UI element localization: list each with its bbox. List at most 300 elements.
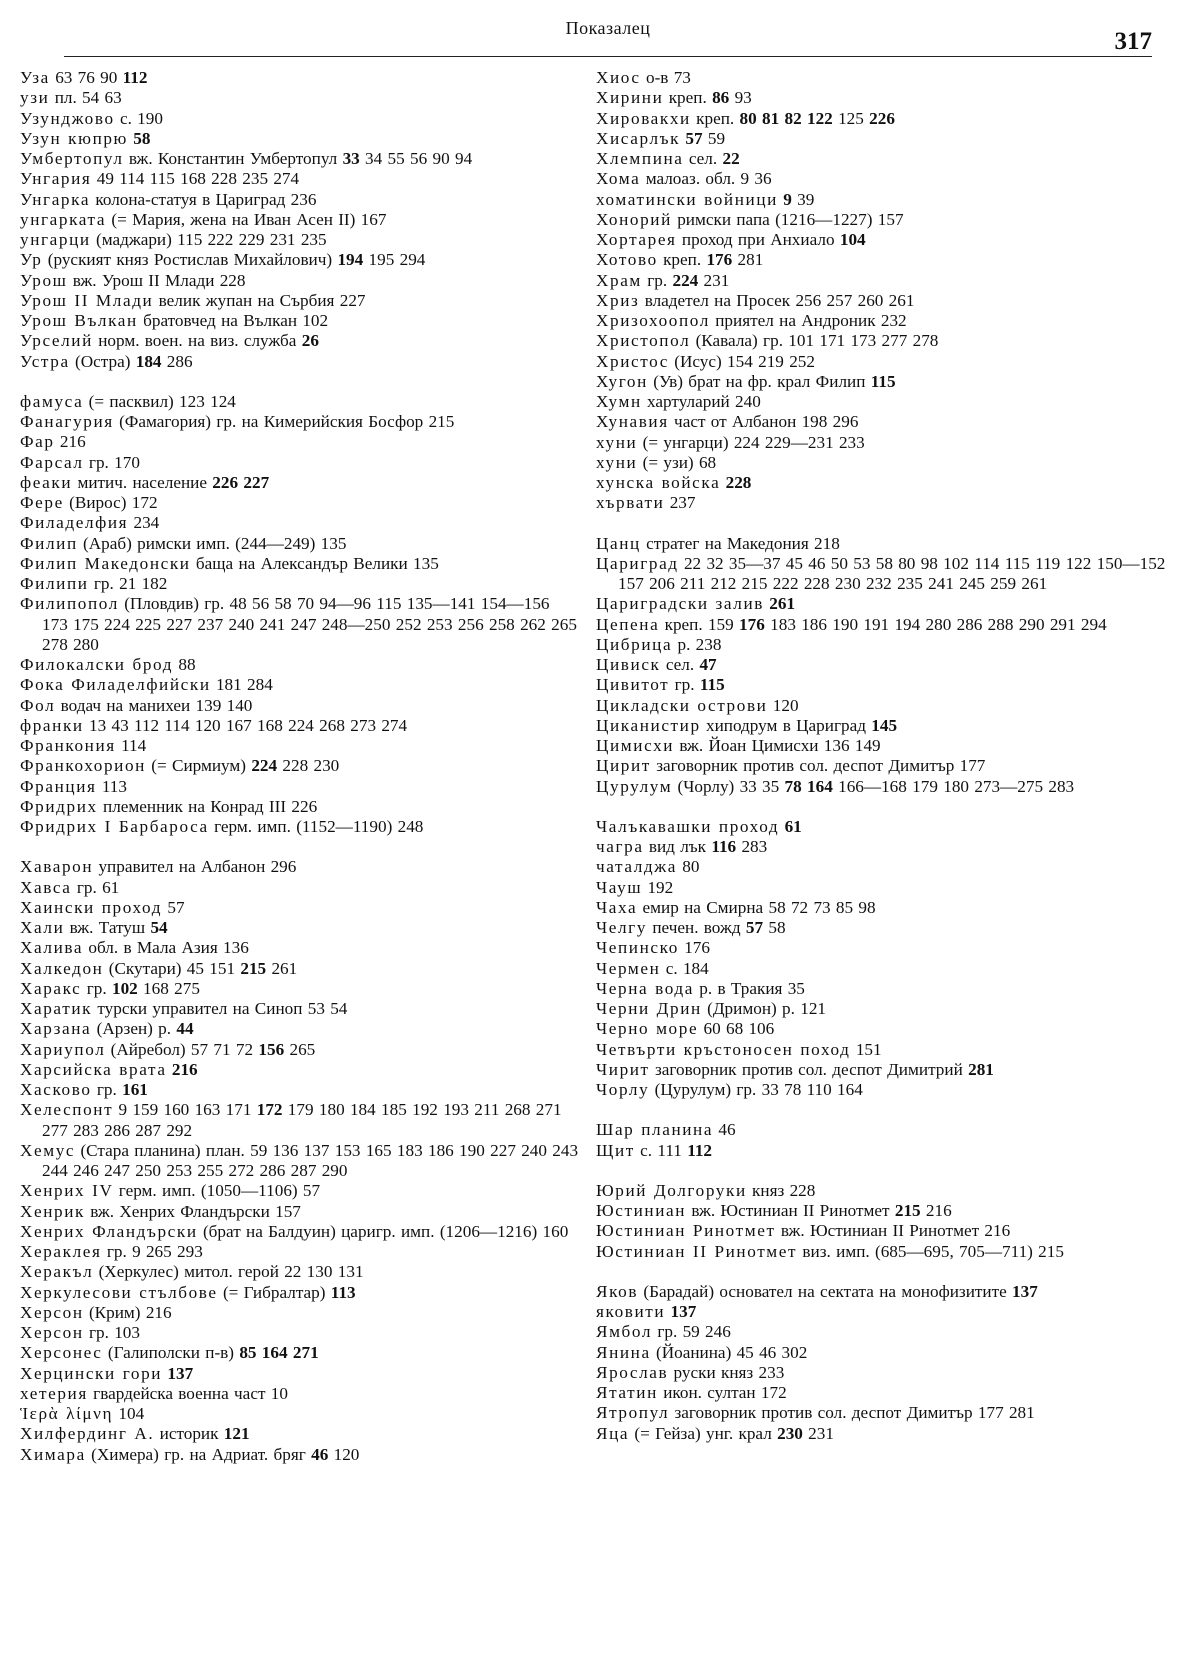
running-head: [64, 14, 1152, 60]
index-entry: [20, 513, 580, 533]
entry-text: (Чорлу) 33 35: [672, 776, 785, 796]
entry-text: (Крим) 216: [83, 1302, 172, 1322]
index-entry: [20, 1222, 580, 1242]
entry-text: печен. вожд: [647, 918, 746, 937]
entry-headword: Ятропул: [596, 1403, 670, 1423]
entry-text: (Херкулес) митол. герой 22 130 131: [93, 1262, 364, 1282]
entry-headword: Цариград: [596, 553, 679, 573]
index-entry: [596, 493, 1176, 513]
entry-headword: Яца: [596, 1423, 630, 1443]
entry-bold-pages: 61: [784, 816, 802, 836]
index-entry: [20, 352, 580, 372]
entry-bold-pages: 46: [311, 1444, 329, 1464]
entry-headword: Хаински проход: [20, 897, 163, 917]
entry-headword: Хиос: [596, 68, 641, 87]
index-entry: [20, 979, 580, 999]
entry-headword: Цивитот: [596, 675, 670, 695]
index-entry: [20, 959, 580, 979]
entry-headword: Храм: [596, 270, 642, 290]
entry-headword: Халкедон: [20, 958, 104, 978]
entry-headword: Устра: [20, 351, 70, 371]
entry-headword: Христос: [596, 351, 669, 371]
entry-bold-pages: 115: [699, 675, 725, 695]
page-title: Показалец: [565, 18, 651, 38]
entry-bold-pages: 104: [839, 230, 866, 249]
entry-headword: Хома: [596, 169, 641, 189]
entry-bold-pages: 116: [711, 837, 737, 856]
entry-text: 46: [713, 1120, 736, 1140]
index-entry: [20, 68, 580, 88]
page-number: 317: [1114, 28, 1152, 55]
entry-headword: Харакс: [20, 978, 82, 998]
index-entry: [20, 1141, 580, 1182]
index-entry: [596, 857, 1176, 877]
entry-text: 88: [173, 655, 196, 674]
entry-headword: Чорлу: [596, 1080, 650, 1099]
entry-text: 283: [736, 837, 768, 856]
index-entry: [20, 311, 580, 331]
index-entry: [20, 412, 580, 432]
entry-text: малоаз. обл. 9 36: [640, 169, 772, 189]
entry-headword: Филип: [20, 533, 78, 553]
entry-text: (Остра): [69, 351, 136, 371]
entry-headword: Цепена: [596, 614, 660, 634]
entry-text: (Исус) 154 219 252: [668, 351, 815, 371]
entry-headword: Шар планина: [596, 1120, 714, 1140]
section-gap: [596, 1262, 1176, 1282]
entry-text: (= Мария, жена на Иван Асен II) 167: [106, 209, 387, 229]
entry-headword: Франция: [20, 776, 97, 796]
entry-text: креп.: [657, 250, 707, 270]
entry-headword: Фар: [20, 432, 55, 452]
entry-headword: хетерия: [20, 1383, 88, 1403]
entry-text: сел.: [660, 655, 700, 674]
entry-text: (= узи) 68: [637, 452, 717, 472]
entry-headword: Юстиниан II Ринотмет: [596, 1241, 798, 1261]
entry-bold-pages: 145: [871, 715, 898, 735]
entry-text: 228 230: [277, 756, 340, 776]
entry-headword: Ярослав: [596, 1362, 669, 1382]
entry-text: (брат на Балдуин) царигр. имп. (1206—1216) 160: [197, 1221, 569, 1241]
index-entry: [20, 1323, 580, 1343]
entry-bold-pages: 47: [699, 655, 717, 674]
index-entry: [596, 1403, 1176, 1423]
entry-text: (Ув) брат на фр. крал Филип: [647, 371, 871, 391]
index-entry: [20, 473, 580, 493]
entry-text: 104: [113, 1404, 145, 1423]
entry-bold-pages: 281: [968, 1059, 994, 1079]
index-entry: [596, 1060, 1176, 1080]
entry-headword: хървати: [596, 493, 665, 513]
entry-text: част от Албанон 198 296: [668, 412, 859, 432]
entry-text: 113: [96, 776, 127, 796]
index-entry: [20, 898, 580, 918]
entry-text: (Стара планина) план. 59 136 137 153 165 183 186 190 227 240 243 244 246 247 250 253 255 272 286 287 290: [42, 1140, 579, 1180]
index-entry: [596, 615, 1176, 635]
entry-text: (Цурулум) гр. 33 78 110 164: [649, 1080, 863, 1099]
index-entry: [20, 1080, 580, 1100]
index-entry: [20, 777, 580, 797]
entry-bold-pages: 58: [133, 128, 151, 148]
index-entry: [596, 129, 1176, 149]
entry-text: 34 55 56 90 94: [359, 149, 473, 168]
entry-text: гр.: [81, 978, 112, 998]
index-entry: [596, 837, 1176, 857]
entry-bold-pages: 102: [111, 978, 138, 998]
index-entry: [596, 918, 1176, 938]
entry-bold-pages: 156: [258, 1039, 285, 1059]
index-entry: [20, 1181, 580, 1201]
entry-headword: Херсонес: [20, 1343, 103, 1363]
index-entry: [596, 898, 1176, 918]
entry-headword: унгарката: [20, 209, 107, 229]
entry-text: 125: [832, 108, 870, 128]
entry-text: (= Гейза) унг. крал: [629, 1423, 778, 1443]
entry-bold-pages: 226 227: [212, 472, 270, 492]
entry-text: 176: [678, 938, 710, 958]
entry-text: (Кавала) гр. 101 171 173 277 278: [690, 331, 939, 351]
entry-text: (Химера) гр. на Адриат. бряг: [85, 1444, 312, 1464]
entry-headword: хоматински войници: [596, 189, 778, 209]
entry-text: управител на Албанон 296: [93, 857, 297, 877]
entry-headword: Черни Дрин: [596, 999, 702, 1018]
entry-bold-pages: 224: [672, 270, 699, 290]
entry-headword: Чирит: [596, 1059, 650, 1079]
entry-text: гр. 59 246: [652, 1322, 731, 1342]
index-entry: [596, 1383, 1176, 1403]
entry-text: руски княз 233: [668, 1362, 785, 1382]
index-entry: [20, 1364, 580, 1384]
entry-headword: Ур: [20, 250, 43, 270]
entry-headword: Урош Вълкан: [20, 311, 138, 330]
entry-text: икон. султан 172: [657, 1383, 787, 1402]
entry-text: (= унгарци) 224 229—231 233: [637, 432, 865, 452]
entry-headword: Хелеспонт: [20, 1100, 114, 1120]
entry-bold-pages: 176: [739, 614, 765, 634]
entry-headword: Цанц: [596, 533, 641, 553]
entry-text: обл. в Мала Азия 136: [83, 938, 249, 958]
entry-text: виз. имп. (685—695, 705—711) 215: [797, 1241, 1064, 1261]
entry-headword: фамуса: [20, 391, 84, 411]
entry-text: (маджари) 115 222 229 231 235: [90, 230, 327, 249]
index-entry: [20, 1445, 580, 1465]
index-entry: [20, 534, 580, 554]
entry-bold-pages: 137: [670, 1302, 697, 1321]
entry-text: 22 32 35—37 45 46 50 53 58 80 98 102 114 115 119 122 150—152 157 206 211 212 215 222 228 230 232 235 241 245 259 261: [618, 553, 1166, 593]
entry-text: креп. 159: [659, 614, 740, 634]
entry-headword: Чаха: [596, 897, 638, 917]
index-entry: [596, 1040, 1176, 1060]
index-entry: [20, 857, 580, 877]
index-entry: [596, 696, 1176, 716]
entry-text: (= пасквил) 123 124: [83, 391, 236, 411]
entry-bold-pages: 226: [869, 108, 895, 128]
entry-headword: хунска войска: [596, 473, 721, 492]
index-entry: [596, 271, 1176, 291]
entry-text: герм. имп. (1152—1190) 248: [208, 817, 424, 836]
entry-headword: Умбертопул: [20, 149, 124, 168]
entry-headword: Хилфердинг А.: [20, 1424, 155, 1444]
entry-bold-pages: 86: [712, 88, 730, 108]
entry-text: 13 43 112 114 120 167 168 224 268 273 274: [83, 715, 408, 735]
entry-text: емир на Смирна 58 72 73 85 98: [637, 897, 876, 917]
entry-text: 192: [642, 877, 674, 897]
index-entry: [596, 1080, 1176, 1100]
entry-headword: унгарци: [20, 230, 91, 249]
entry-headword: Херсон: [20, 1323, 84, 1342]
entry-text: вж. Юстиниан II Ринотмет 216: [775, 1221, 1011, 1241]
entry-bold-pages: 54: [150, 918, 168, 937]
entry-text: владетел на Просек 256 257 260 261: [639, 290, 915, 310]
entry-text: 181 284: [210, 675, 273, 695]
entry-headword: Хотово: [596, 250, 658, 270]
entry-headword: Хали: [20, 918, 65, 937]
entry-text: (Айребол) 57 71 72: [105, 1039, 259, 1059]
entry-text: вж. Константин Умбертопул: [123, 149, 343, 168]
entry-bold-pages: 215: [240, 958, 267, 978]
entry-headword: Хирини: [596, 88, 664, 108]
index-entry: [20, 655, 580, 675]
index-entry: [20, 392, 580, 412]
entry-headword: Франкохорион: [20, 756, 146, 776]
index-entry: [596, 959, 1176, 979]
entry-bold-pages: 261: [769, 594, 796, 614]
index-entry: [596, 453, 1176, 473]
entry-headword: Химара: [20, 1444, 86, 1464]
entry-headword: Юрий Долгоруки: [596, 1180, 747, 1200]
index-entry: [20, 271, 580, 291]
entry-bold-pages: 57: [685, 128, 703, 148]
entry-text: (Йоанина) 45 46 302: [650, 1342, 808, 1362]
index-entry: [20, 938, 580, 958]
entry-headword: Хризохоопол: [596, 311, 710, 330]
entry-bold-pages: 216: [171, 1059, 198, 1079]
index-entry: [596, 655, 1176, 675]
index-entry: [20, 675, 580, 695]
entry-text: 179 180 184 185 192 193 211 268 271 277 283 286 287 292: [42, 1100, 562, 1140]
index-entry: [20, 230, 580, 250]
index-entry: [596, 331, 1176, 351]
header-rule: [64, 56, 1152, 57]
index-entry: [596, 412, 1176, 432]
entry-headword: Филипопол: [20, 594, 119, 614]
index-entry: [20, 129, 580, 149]
entry-text: 39: [791, 189, 815, 209]
index-entry: [596, 109, 1176, 129]
index-entry: [596, 716, 1176, 736]
entry-headword: узи: [20, 88, 50, 108]
entry-headword: Хриз: [596, 290, 640, 310]
entry-headword: Христопол: [596, 331, 691, 351]
entry-headword: Хлемпина: [596, 149, 684, 168]
entry-text: 9 159 160 163 171: [113, 1100, 257, 1120]
entry-text: митич. население: [72, 472, 213, 492]
entry-text: гр. 21 182: [88, 574, 168, 593]
entry-headword: Фанагурия: [20, 412, 114, 431]
entry-headword: Ямбол: [596, 1322, 653, 1342]
entry-text: 195 294: [363, 250, 426, 270]
entry-text: 265: [284, 1039, 316, 1059]
entry-headword: Юстиниан: [596, 1201, 687, 1220]
entry-text: римски папа (1216—1227) 157: [671, 209, 904, 229]
entry-headword: Фол: [20, 695, 56, 715]
entry-text: турски управител на Синоп 53 54: [92, 999, 348, 1018]
entry-text: (Скутари) 45 151: [103, 958, 241, 978]
index-entry: [20, 1283, 580, 1303]
entry-text: креп.: [690, 108, 740, 128]
entry-text: братовчед на Вълкан 102: [137, 311, 329, 330]
entry-text: стратег на Македония 218: [640, 533, 840, 553]
index-entry: [20, 169, 580, 189]
entry-text: (Барадай) основател на сектата на монофизитите: [638, 1281, 1013, 1301]
index-entry: [20, 1100, 580, 1141]
entry-text: пл. 54 63: [49, 88, 122, 108]
index-entry: [20, 1424, 580, 1444]
entry-bold-pages: 112: [687, 1140, 713, 1160]
entry-text: норм. воен. на виз. служба: [92, 331, 302, 351]
index-entry: [596, 554, 1176, 595]
index-entry: [596, 1424, 1176, 1444]
entry-headword: Хонорий: [596, 209, 672, 229]
entry-bold-pages: 112: [122, 68, 148, 87]
index-entry: [20, 817, 580, 837]
entry-text: хиподрум в Цариград: [700, 715, 872, 735]
index-entry: [596, 149, 1176, 169]
entry-text: 93: [729, 88, 752, 108]
entry-headword: Цивиск: [596, 655, 661, 674]
entry-bold-pages: 228: [725, 473, 752, 492]
index-entry: [20, 756, 580, 776]
entry-headword: Херакъл: [20, 1262, 94, 1282]
index-entry: [20, 432, 580, 452]
entry-headword: Юстиниан Ринотмет: [596, 1221, 776, 1241]
index-entry: [20, 1404, 580, 1424]
entry-headword: Чауш: [596, 877, 643, 897]
entry-headword: Фере: [20, 493, 64, 512]
entry-text: вж. Йоан Цимисхи 136 149: [674, 736, 881, 755]
entry-text: колона-статуя в Цариград 236: [90, 189, 317, 209]
entry-text: 231: [698, 270, 730, 290]
index-entry: [596, 675, 1176, 695]
entry-text: (Галиполски п-в): [102, 1343, 240, 1363]
entry-text: гр.: [91, 1080, 123, 1099]
entry-text: креп.: [663, 88, 713, 108]
entry-text: хартуларий 240: [641, 392, 761, 411]
entry-bold-pages: 215: [894, 1201, 921, 1220]
entry-text: сел.: [683, 149, 723, 168]
entry-headword: Циканистир: [596, 715, 701, 735]
entry-headword: Харзана: [20, 1019, 92, 1039]
entry-text: вж. Хенрих Фландърски 157: [84, 1201, 301, 1221]
entry-text: (= Гибралтар): [217, 1282, 331, 1302]
index-entry: [20, 331, 580, 351]
entry-text: историк: [154, 1424, 224, 1444]
entry-headword: Хариупол: [20, 1039, 106, 1059]
entry-text: 216: [920, 1201, 952, 1220]
entry-text: 237: [664, 493, 696, 513]
entry-headword: Цибрица: [596, 634, 673, 654]
entry-headword: Унгария: [20, 169, 92, 189]
entry-text: приятел на Андроник 232: [709, 311, 907, 330]
entry-text: о-в 73: [640, 68, 691, 87]
entry-bold-pages: 172: [256, 1100, 283, 1120]
entry-headword: Ἱερὰ λίμνη: [20, 1404, 114, 1423]
entry-text: 80: [676, 857, 700, 877]
section-gap: [596, 514, 1176, 534]
index-entry: [20, 1019, 580, 1039]
entry-headword: чагра: [596, 837, 644, 856]
index-entry: [20, 1343, 580, 1363]
index-entry: [20, 1384, 580, 1404]
entry-text: 63 76 90: [49, 68, 123, 87]
entry-text: 166—168 179 180 273—275 283: [832, 776, 1075, 796]
index-entry: [20, 88, 580, 108]
index-entry: [596, 372, 1176, 392]
entry-text: гр.: [641, 270, 673, 290]
entry-text: (Вирос) 172: [63, 493, 158, 512]
entry-text: заговорник против сол. деспот Димитър 177 281: [669, 1403, 1035, 1423]
entry-headword: чаталджа: [596, 857, 677, 877]
entry-text: 168 275: [137, 978, 200, 998]
index-entry: [596, 190, 1176, 210]
entry-headword: Узун кюпрю: [20, 128, 128, 148]
entry-bold-pages: 161: [122, 1080, 148, 1099]
entry-headword: Хунавия: [596, 412, 669, 432]
entry-bold-pages: 230: [777, 1423, 803, 1443]
index-column-right: [596, 68, 1176, 1444]
entry-headword: Цимисхи: [596, 736, 675, 755]
entry-text: 114: [115, 736, 147, 755]
entry-headword: Филипи: [20, 574, 89, 593]
entry-headword: феаки: [20, 472, 73, 492]
index-entry: [596, 534, 1176, 554]
index-entry: [596, 68, 1176, 88]
entry-text: р. в Тракия 35: [694, 978, 805, 998]
entry-text: (руският княз Ростислав Михайлович): [42, 250, 338, 270]
index-entry: [596, 291, 1176, 311]
index-entry: [596, 878, 1176, 898]
entry-headword: Цикладски острови: [596, 695, 768, 715]
entry-headword: Урош II Млади: [20, 290, 154, 310]
entry-headword: франки: [20, 715, 84, 735]
entry-text: гр. 170: [83, 452, 140, 472]
entry-headword: хуни: [596, 452, 638, 472]
entry-headword: Хераклея: [20, 1242, 102, 1261]
entry-bold-pages: 9: [783, 189, 792, 209]
entry-headword: Хенрих IV: [20, 1181, 114, 1201]
index-entry: [596, 1221, 1176, 1241]
index-entry: [596, 736, 1176, 756]
index-entry: [20, 149, 580, 169]
entry-text: (Пловдив) гр. 48 56 58 70 94—96 115 135—141 154—156 173 175 224 225 227 237 240 241 247 248—250 252 253 256 258 262 265 278 280: [42, 594, 577, 654]
entry-text: 151: [850, 1039, 882, 1059]
section-gap: [596, 797, 1176, 817]
index-entry: [20, 1202, 580, 1222]
entry-bold-pages: 184: [135, 351, 162, 371]
entry-headword: Фарсал: [20, 452, 84, 472]
index-entry: [596, 979, 1176, 999]
index-entry: [596, 1181, 1176, 1201]
entry-text: с. 190: [114, 108, 163, 128]
index-entry: [596, 1302, 1176, 1322]
entry-text: заговорник против сол. деспот Димитрий: [649, 1059, 969, 1079]
entry-headword: хуни: [596, 432, 638, 452]
entry-headword: Черна вода: [596, 978, 694, 998]
entry-text: княз 228: [746, 1180, 816, 1200]
index-entry: [20, 554, 580, 574]
entry-bold-pages: 44: [176, 1019, 194, 1039]
index-entry: [20, 1262, 580, 1282]
